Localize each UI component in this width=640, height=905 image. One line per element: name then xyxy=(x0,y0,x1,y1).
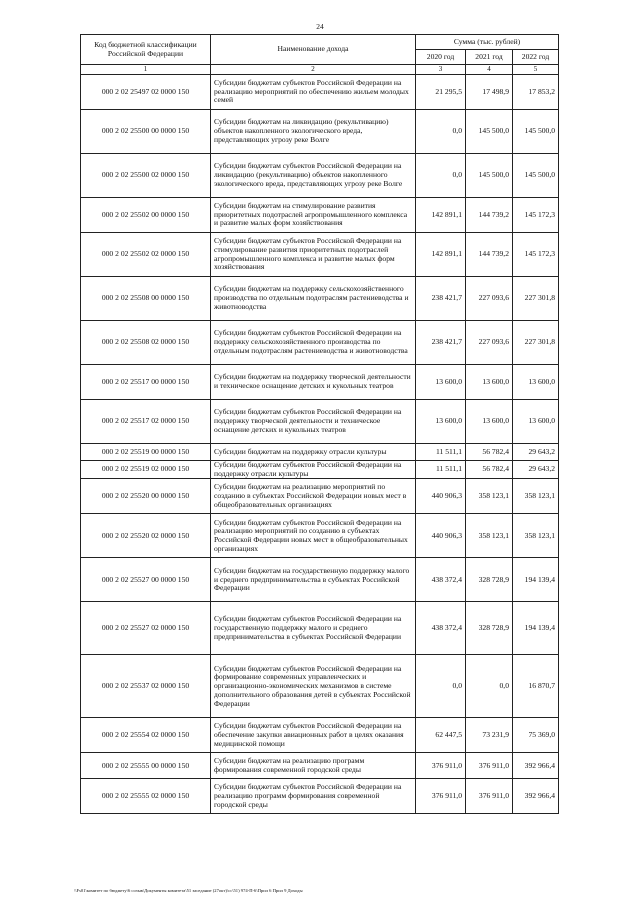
amount-2021-cell: 56 782,4 xyxy=(466,461,513,479)
column-number-row xyxy=(81,65,559,75)
amount-2020-cell: 438 372,4 xyxy=(416,602,466,655)
revenue-name-cell: Субсидии бюджетам на поддержку творческой деятельности и техническое оснащение детских и кукольных театров xyxy=(211,365,416,400)
amount-2021-cell: 328 728,9 xyxy=(466,558,513,602)
amount-2021-cell: 358 123,1 xyxy=(466,479,513,514)
amount-2020-cell: 21 295,5 xyxy=(416,75,466,110)
revenue-table xyxy=(80,34,559,814)
amount-2022-cell: 194 139,4 xyxy=(513,602,559,655)
amount-2022-cell: 145 172,3 xyxy=(513,198,559,233)
budget-code-cell: 000 2 02 25508 00 0000 150 xyxy=(81,277,211,321)
revenue-name-cell: Субсидии бюджетам субъектов Российской Федерации на стимулирование развития приоритетных подотраслей агропромышленного комплекса и развитие малых форм хозяйствования xyxy=(211,233,416,277)
header-year-2021: 2021 год xyxy=(466,50,513,65)
budget-code-cell: 000 2 02 25500 02 0000 150 xyxy=(81,154,211,198)
budget-code-cell: 000 2 02 25517 00 0000 150 xyxy=(81,365,211,400)
table-row xyxy=(81,753,559,779)
amount-2021-cell: 13 600,0 xyxy=(466,365,513,400)
amount-2020-cell: 440 906,3 xyxy=(416,514,466,558)
header-year-2022: 2022 год xyxy=(513,50,559,65)
amount-2021-cell: 376 911,0 xyxy=(466,779,513,814)
amount-2022-cell: 75 369,0 xyxy=(513,718,559,753)
amount-2021-cell: 13 600,0 xyxy=(466,400,513,444)
amount-2020-cell: 440 906,3 xyxy=(416,479,466,514)
budget-code-cell: 000 2 02 25508 02 0000 150 xyxy=(81,321,211,365)
table-row xyxy=(81,558,559,602)
amount-2022-cell: 13 600,0 xyxy=(513,400,559,444)
table-row xyxy=(81,154,559,198)
table-row xyxy=(81,779,559,814)
revenue-name-cell: Субсидии бюджетам на реализацию программ формирования современной городской среды xyxy=(211,753,416,779)
budget-code-cell: 000 2 02 25520 02 0000 150 xyxy=(81,514,211,558)
header-name: Наименование дохода xyxy=(211,35,416,65)
amount-2022-cell: 29 643,2 xyxy=(513,444,559,461)
table-row xyxy=(81,602,559,655)
amount-2022-cell: 392 966,4 xyxy=(513,779,559,814)
revenue-name-cell: Субсидии бюджетам субъектов Российской Федерации на реализацию мероприятий по обеспечению жильем молодых семей xyxy=(211,75,416,110)
revenue-name-cell: Субсидии бюджетам субъектов Российской Федерации на поддержку отрасли культуры xyxy=(211,461,416,479)
budget-code-cell: 000 2 02 25555 02 0000 150 xyxy=(81,779,211,814)
amount-2022-cell: 392 966,4 xyxy=(513,753,559,779)
table-row xyxy=(81,365,559,400)
revenue-name-cell: Субсидии бюджетам на поддержку сельскохозяйственного производства по отдельным подотраслям растениеводства и животноводства xyxy=(211,277,416,321)
revenue-name-cell: Субсидии бюджетам на стимулирование развития приоритетных подотраслей агропромышленного комплекса и развитие малых форм хозяйствования xyxy=(211,198,416,233)
revenue-name-cell: Субсидии бюджетам на реализацию мероприятий по созданию в субъектах Российской Федерации новых мест в общеобразовательных организациях xyxy=(211,479,416,514)
amount-2020-cell: 62 447,5 xyxy=(416,718,466,753)
amount-2020-cell: 0,0 xyxy=(416,110,466,154)
amount-2020-cell: 238 421,7 xyxy=(416,277,466,321)
amount-2021-cell: 0,0 xyxy=(466,655,513,718)
revenue-name-cell: Субсидии бюджетам субъектов Российской Федерации на реализацию мероприятий по созданию в субъектах Российской Федерации новых мест в общеобразовательных организациях xyxy=(211,514,416,558)
amount-2021-cell: 227 093,6 xyxy=(466,321,513,365)
header-year-2020: 2020 год xyxy=(416,50,466,65)
header-code: Код бюджетной классификации Российской Федерации xyxy=(81,35,211,65)
amount-2020-cell: 0,0 xyxy=(416,655,466,718)
amount-2022-cell: 16 870,7 xyxy=(513,655,559,718)
amount-2020-cell: 438 372,4 xyxy=(416,558,466,602)
amount-2020-cell: 11 511,1 xyxy=(416,444,466,461)
revenue-name-cell: Субсидии бюджетам на ликвидацию (рекультивацию) объектов накопленного экологического вреда, представляющих угрозу реке Волге xyxy=(211,110,416,154)
budget-code-cell: 000 2 02 25527 00 0000 150 xyxy=(81,558,211,602)
revenue-name-cell: Субсидии бюджетам субъектов Российской Федерации на реализацию программ формирования современной городской среды xyxy=(211,779,416,814)
amount-2022-cell: 13 600,0 xyxy=(513,365,559,400)
amount-2022-cell: 29 643,2 xyxy=(513,461,559,479)
table-row xyxy=(81,461,559,479)
amount-2020-cell: 13 600,0 xyxy=(416,400,466,444)
column-number: 2 xyxy=(211,65,416,75)
amount-2020-cell: 0,0 xyxy=(416,154,466,198)
table-row xyxy=(81,718,559,753)
amount-2021-cell: 145 500,0 xyxy=(466,154,513,198)
table-row xyxy=(81,321,559,365)
table-row xyxy=(81,75,559,110)
table-row xyxy=(81,277,559,321)
table-row xyxy=(81,479,559,514)
amount-2021-cell: 144 739,2 xyxy=(466,198,513,233)
budget-code-cell: 000 2 02 25502 00 0000 150 xyxy=(81,198,211,233)
amount-2021-cell: 358 123,1 xyxy=(466,514,513,558)
budget-code-cell: 000 2 02 25517 02 0000 150 xyxy=(81,400,211,444)
amount-2020-cell: 238 421,7 xyxy=(416,321,466,365)
page-number: 24 xyxy=(316,22,324,31)
amount-2020-cell: 142 891,1 xyxy=(416,233,466,277)
amount-2021-cell: 56 782,4 xyxy=(466,444,513,461)
budget-code-cell: 000 2 02 25520 00 0000 150 xyxy=(81,479,211,514)
table-row xyxy=(81,110,559,154)
amount-2021-cell: 376 911,0 xyxy=(466,753,513,779)
budget-code-cell: 000 2 02 25519 00 0000 150 xyxy=(81,444,211,461)
amount-2022-cell: 227 301,8 xyxy=(513,321,559,365)
budget-code-cell: 000 2 02 25500 00 0000 150 xyxy=(81,110,211,154)
amount-2022-cell: 17 853,2 xyxy=(513,75,559,110)
revenue-name-cell: Субсидии бюджетам субъектов Российской Федерации на ликвидацию (рекультивацию) объектов накопленного экологического вреда, представляющих угрозу реке Волге xyxy=(211,154,416,198)
amount-2022-cell: 358 123,1 xyxy=(513,514,559,558)
revenue-name-cell: Субсидии бюджетам субъектов Российской Федерации на поддержку творческой деятельности и техническое оснащение детских и кукольных театров xyxy=(211,400,416,444)
revenue-name-cell: Субсидии бюджетам субъектов Российской Федерации на поддержку сельскохозяйственного производства по отдельным подотраслям растениеводства и животноводства xyxy=(211,321,416,365)
amount-2021-cell: 17 498,9 xyxy=(466,75,513,110)
revenue-name-cell: Субсидии бюджетам субъектов Российской Федерации на государственную поддержку малого и среднего предпринимательства в субъектах Российской Федерации xyxy=(211,602,416,655)
revenue-name-cell: Субсидии бюджетам субъектов Российской Федерации на обеспечение закупки авиационных работ в целях оказания медицинской помощи xyxy=(211,718,416,753)
table-row xyxy=(81,514,559,558)
amount-2022-cell: 194 139,4 xyxy=(513,558,559,602)
column-number: 3 xyxy=(416,65,466,75)
table-row xyxy=(81,198,559,233)
column-number: 1 xyxy=(81,65,211,75)
file-path-footer: \\Fs01\комитет по бюджету\6 созыв\Документы комитета\51 заседание (27окт)\сс\51) 974-П-6\Прил 6 Прил 9 Доходы xyxy=(74,888,303,893)
amount-2021-cell: 227 093,6 xyxy=(466,277,513,321)
table-row xyxy=(81,655,559,718)
amount-2021-cell: 73 231,9 xyxy=(466,718,513,753)
table-row xyxy=(81,400,559,444)
budget-code-cell: 000 2 02 25519 02 0000 150 xyxy=(81,461,211,479)
header-amount: Сумма (тыс. рублей) xyxy=(416,35,559,50)
table-row xyxy=(81,233,559,277)
amount-2022-cell: 145 172,3 xyxy=(513,233,559,277)
amount-2022-cell: 145 500,0 xyxy=(513,154,559,198)
amount-2021-cell: 144 739,2 xyxy=(466,233,513,277)
amount-2021-cell: 328 728,9 xyxy=(466,602,513,655)
amount-2022-cell: 145 500,0 xyxy=(513,110,559,154)
table-row xyxy=(81,444,559,461)
column-number: 4 xyxy=(466,65,513,75)
revenue-name-cell: Субсидии бюджетам субъектов Российской Федерации на формирование современных управленческих и организационно-экономических механизмов в системе дополнительного образования детей в субъектах Российской Федерации xyxy=(211,655,416,718)
budget-code-cell: 000 2 02 25537 02 0000 150 xyxy=(81,655,211,718)
amount-2020-cell: 142 891,1 xyxy=(416,198,466,233)
budget-code-cell: 000 2 02 25502 02 0000 150 xyxy=(81,233,211,277)
amount-2020-cell: 13 600,0 xyxy=(416,365,466,400)
revenue-name-cell: Субсидии бюджетам на поддержку отрасли культуры xyxy=(211,444,416,461)
budget-code-cell: 000 2 02 25497 02 0000 150 xyxy=(81,75,211,110)
budget-code-cell: 000 2 02 25555 00 0000 150 xyxy=(81,753,211,779)
column-number: 5 xyxy=(513,65,559,75)
amount-2020-cell: 376 911,0 xyxy=(416,753,466,779)
amount-2021-cell: 145 500,0 xyxy=(466,110,513,154)
amount-2020-cell: 376 911,0 xyxy=(416,779,466,814)
revenue-name-cell: Субсидии бюджетам на государственную поддержку малого и среднего предпринимательства в субъектах Российской Федерации xyxy=(211,558,416,602)
amount-2020-cell: 11 511,1 xyxy=(416,461,466,479)
amount-2022-cell: 227 301,8 xyxy=(513,277,559,321)
budget-code-cell: 000 2 02 25554 02 0000 150 xyxy=(81,718,211,753)
budget-code-cell: 000 2 02 25527 02 0000 150 xyxy=(81,602,211,655)
amount-2022-cell: 358 123,1 xyxy=(513,479,559,514)
